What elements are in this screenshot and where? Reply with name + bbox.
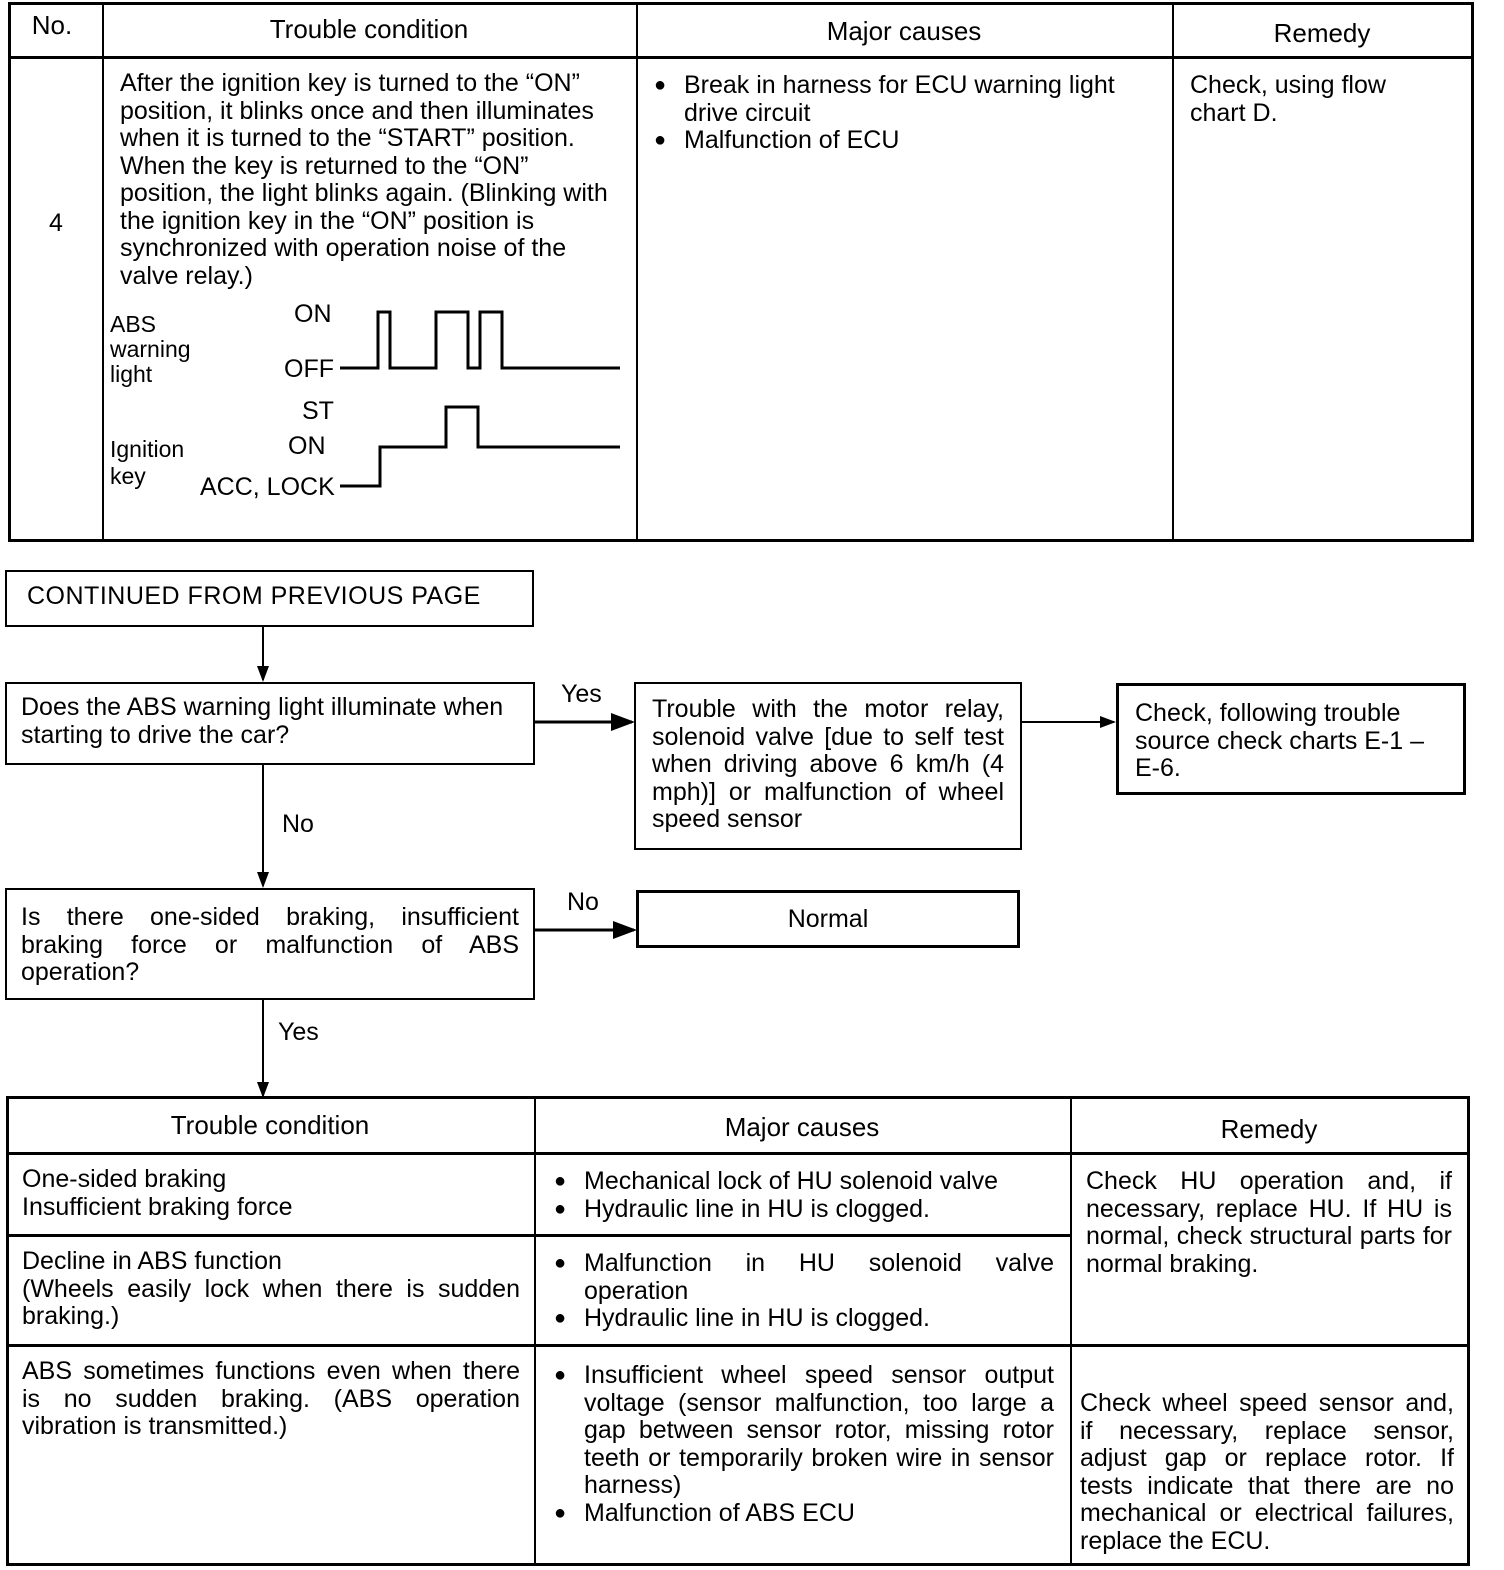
q2-no-result-box	[636, 890, 1020, 948]
cause-item: ● Hydraulic line in HU is clogged.	[554, 1196, 1058, 1224]
state-on: ON	[294, 300, 332, 328]
remedy-text: Check, using flow chart D.	[1190, 71, 1386, 127]
header-major-causes: Major causes	[826, 16, 982, 46]
q1-yes-action-box	[1116, 683, 1466, 795]
row-number: 4	[49, 209, 63, 237]
trouble-condition-text: After the ignition key is turned to the “ON” position, it blinks once and then illuminates when it is turned to the “START” position. When the key is returned to the “ON” position, the light blinks again. (Blinking with the ignition key in the “ON” position is synchronized with operation noise of the valve relay.)	[120, 69, 608, 290]
cause-item: ● Insufficient wheel speed sensor output voltage (sensor malfunction, too large a gap between sensor rotor, missing rotor teeth or temporarily broken wire in sensor harness)	[554, 1362, 1054, 1500]
header-trouble-condition: Trouble condition	[170, 1110, 370, 1140]
major-causes-list	[654, 72, 1154, 155]
header-major-causes: Major causes	[724, 1112, 880, 1142]
condition-line: Decline in ABS function	[22, 1247, 282, 1275]
q2-no-label: No	[567, 888, 599, 916]
header-trouble-condition: Trouble condition	[269, 14, 469, 44]
divider	[6, 1234, 1070, 1237]
q1-yes-result-text: Trouble with the motor relay, solenoid valve [due to self test when driving above 6 km/h (4 mph)] or malfunction of wheel speed sensor	[652, 695, 1004, 833]
state-key-on: ON	[288, 432, 326, 460]
condition-line: Insufficient braking force	[22, 1192, 293, 1221]
q1-yes-result-box	[634, 682, 1022, 850]
remedy-cell-shared: Check HU operation and, if necessary, replace HU. If HU is normal, check structural parts for normal braking.	[1086, 1167, 1452, 1278]
label-line: light	[110, 361, 153, 387]
question-2-box	[5, 888, 535, 1000]
divider	[534, 1096, 536, 1566]
header-no: No.	[31, 10, 73, 40]
cause-item: ● Hydraulic line in HU is clogged.	[554, 1305, 1054, 1333]
condition-line: (Wheels easily lock when there is sudden braking.)	[22, 1274, 520, 1330]
condition-cell	[22, 1166, 522, 1221]
causes-cell	[554, 1362, 1054, 1527]
label-line: key	[110, 463, 146, 489]
ignition-key-label	[110, 436, 184, 490]
condition-cell	[22, 1358, 520, 1441]
causes-cell	[554, 1168, 1058, 1223]
condition-line: One-sided braking	[22, 1165, 227, 1193]
causes-cell	[554, 1250, 1054, 1333]
question-1-box	[5, 682, 535, 765]
divider	[636, 2, 638, 542]
q1-yes-action-text: Check, following trouble source check charts E-1 – E-6.	[1135, 699, 1425, 782]
remedy-cell-last: Check wheel speed sensor and, if necessary, replace sensor, adjust gap or replace rotor. If tests indicate that there are no mechanical or electrical failures, replace the ECU.	[1080, 1389, 1454, 1555]
cause-item: ● Break in harness for ECU warning light drive circuit	[654, 72, 1154, 127]
state-off: OFF	[284, 355, 334, 383]
divider	[8, 56, 1474, 59]
divider	[6, 1152, 1470, 1155]
divider	[1172, 2, 1174, 542]
q2-no-result-text: Normal	[787, 905, 869, 933]
header-remedy: Remedy	[1220, 1114, 1318, 1144]
cause-item: ● Malfunction of ABS ECU	[554, 1500, 1054, 1528]
condition-cell	[22, 1248, 520, 1331]
cause-item: ● Malfunction of ECU	[654, 127, 1154, 155]
divider	[102, 2, 104, 542]
header-remedy: Remedy	[1273, 18, 1371, 48]
question-1-text: Does the ABS warning light illuminate when starting to drive the car?	[21, 693, 504, 749]
label-line: warning	[110, 336, 191, 362]
question-2-text: Is there one-sided braking, insufficient braking force or malfunction of ABS operation?	[21, 903, 519, 986]
divider	[1070, 1096, 1072, 1566]
divider	[6, 1344, 1470, 1347]
flow-start-box	[5, 570, 534, 627]
q2-yes-label: Yes	[278, 1018, 319, 1046]
label-line: ABS	[110, 311, 157, 337]
condition-line: ABS sometimes functions even when there is no sudden braking. (ABS operation vibration is transmitted.)	[22, 1357, 520, 1440]
cause-item: ● Mechanical lock of HU solenoid valve	[554, 1168, 1058, 1196]
warning-light-label	[110, 312, 191, 387]
state-st: ST	[302, 397, 334, 425]
label-line: Ignition	[110, 436, 185, 462]
q1-no-label: No	[282, 810, 314, 838]
cause-item: ● Malfunction in HU solenoid valve operation	[554, 1250, 1054, 1305]
q1-yes-label: Yes	[561, 680, 602, 708]
flow-start-text: CONTINUED FROM PREVIOUS PAGE	[27, 582, 481, 610]
state-acc-lock: ACC, LOCK	[200, 473, 335, 501]
